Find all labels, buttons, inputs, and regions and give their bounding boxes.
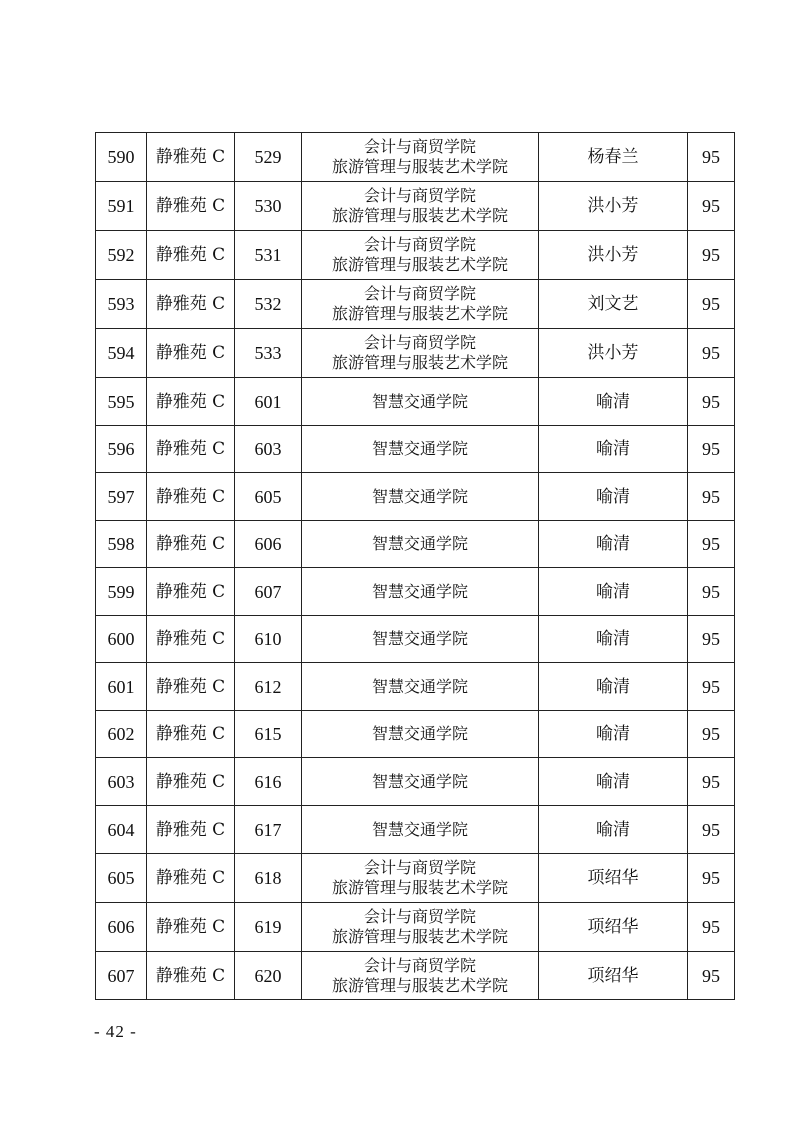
room-cell: 617 <box>235 806 302 854</box>
score-cell: 95 <box>688 133 735 182</box>
college-cell <box>302 473 539 521</box>
score-cell: 95 <box>688 329 735 378</box>
table-row <box>96 903 735 952</box>
dormitory-score-table-container <box>95 132 734 1000</box>
building-cell: 静雅苑 C <box>147 133 235 182</box>
row-number-cell: 596 <box>96 426 147 473</box>
college-name: 会计与商贸学院 <box>363 137 476 156</box>
college-cell <box>302 952 539 1000</box>
advisor-cell: 洪小芳 <box>539 231 688 280</box>
college-name: 智慧交通学院 <box>371 771 468 791</box>
college-name: 智慧交通学院 <box>371 534 468 553</box>
score-cell: 95 <box>688 854 735 903</box>
college-name: 旅游管理与服装艺术学院 <box>331 975 508 995</box>
building-cell: 静雅苑 C <box>147 473 235 521</box>
row-number-cell: 606 <box>96 903 147 952</box>
college-name: 会计与商贸学院 <box>363 235 476 254</box>
row-number-cell: 603 <box>96 758 147 806</box>
score-cell: 95 <box>688 806 735 854</box>
table-row <box>96 329 735 378</box>
room-cell: 603 <box>235 426 302 473</box>
building-cell: 静雅苑 C <box>147 329 235 378</box>
advisor-cell: 喻清 <box>539 568 688 616</box>
table-row <box>96 806 735 854</box>
score-cell: 95 <box>688 952 735 1000</box>
room-cell: 620 <box>235 952 302 1000</box>
advisor-cell: 喻清 <box>539 426 688 473</box>
room-cell: 616 <box>235 758 302 806</box>
college-name: 会计与商贸学院 <box>363 907 476 926</box>
college-cell <box>302 711 539 758</box>
row-number-cell: 590 <box>96 133 147 182</box>
table-row <box>96 521 735 568</box>
college-cell <box>302 806 539 854</box>
row-number-cell: 595 <box>96 378 147 426</box>
advisor-cell: 喻清 <box>539 616 688 663</box>
table-body <box>96 133 735 1000</box>
college-cell <box>302 568 539 616</box>
college-name: 旅游管理与服装艺术学院 <box>331 353 508 372</box>
row-number-cell: 592 <box>96 231 147 280</box>
building-cell: 静雅苑 C <box>147 521 235 568</box>
row-number-cell: 604 <box>96 806 147 854</box>
college-name: 会计与商贸学院 <box>363 955 476 975</box>
college-name: 旅游管理与服装艺术学院 <box>331 255 508 274</box>
table-row <box>96 280 735 329</box>
building-cell: 静雅苑 C <box>147 426 235 473</box>
building-cell: 静雅苑 C <box>147 182 235 231</box>
room-cell: 618 <box>235 854 302 903</box>
score-cell: 95 <box>688 711 735 758</box>
college-cell <box>302 133 539 182</box>
table-row <box>96 231 735 280</box>
advisor-cell: 杨春兰 <box>539 133 688 182</box>
table-row <box>96 378 735 426</box>
table-row <box>96 426 735 473</box>
table-row <box>96 663 735 711</box>
building-cell: 静雅苑 C <box>147 903 235 952</box>
page-number: - 42 - <box>94 1022 137 1041</box>
score-cell: 95 <box>688 182 735 231</box>
score-cell: 95 <box>688 473 735 521</box>
score-cell: 95 <box>688 378 735 426</box>
table-row <box>96 711 735 758</box>
advisor-cell: 洪小芳 <box>539 182 688 231</box>
building-cell: 静雅苑 C <box>147 854 235 903</box>
building-cell: 静雅苑 C <box>147 231 235 280</box>
row-number-cell: 601 <box>96 663 147 711</box>
score-cell: 95 <box>688 758 735 806</box>
college-cell <box>302 378 539 426</box>
college-cell <box>302 521 539 568</box>
college-name: 智慧交通学院 <box>371 581 468 601</box>
score-cell: 95 <box>688 663 735 711</box>
advisor-cell: 刘文艺 <box>539 280 688 329</box>
college-name: 智慧交通学院 <box>371 439 468 458</box>
college-cell <box>302 426 539 473</box>
room-cell: 605 <box>235 473 302 521</box>
table-row <box>96 182 735 231</box>
advisor-cell: 喻清 <box>539 521 688 568</box>
college-name: 智慧交通学院 <box>371 629 468 648</box>
college-name: 会计与商贸学院 <box>363 186 476 205</box>
college-cell <box>302 758 539 806</box>
college-cell <box>302 663 539 711</box>
college-name: 会计与商贸学院 <box>363 858 476 877</box>
table-row <box>96 568 735 616</box>
college-cell <box>302 329 539 378</box>
building-cell: 静雅苑 C <box>147 711 235 758</box>
building-cell: 静雅苑 C <box>147 663 235 711</box>
score-cell: 95 <box>688 568 735 616</box>
building-cell: 静雅苑 C <box>147 568 235 616</box>
room-cell: 606 <box>235 521 302 568</box>
room-cell: 615 <box>235 711 302 758</box>
row-number-cell: 605 <box>96 854 147 903</box>
advisor-cell: 喻清 <box>539 758 688 806</box>
room-cell: 529 <box>235 133 302 182</box>
college-name: 旅游管理与服装艺术学院 <box>331 157 508 176</box>
advisor-cell: 洪小芳 <box>539 329 688 378</box>
advisor-cell: 喻清 <box>539 473 688 521</box>
building-cell: 静雅苑 C <box>147 378 235 426</box>
table-row <box>96 758 735 806</box>
row-number-cell: 600 <box>96 616 147 663</box>
row-number-cell: 602 <box>96 711 147 758</box>
college-name: 智慧交通学院 <box>371 819 468 839</box>
room-cell: 601 <box>235 378 302 426</box>
dormitory-score-table <box>95 132 735 1000</box>
score-cell: 95 <box>688 426 735 473</box>
table-row <box>96 952 735 1000</box>
room-cell: 610 <box>235 616 302 663</box>
college-cell <box>302 231 539 280</box>
score-cell: 95 <box>688 616 735 663</box>
advisor-cell: 喻清 <box>539 806 688 854</box>
advisor-cell: 喻清 <box>539 711 688 758</box>
building-cell: 静雅苑 C <box>147 616 235 663</box>
score-cell: 95 <box>688 521 735 568</box>
advisor-cell: 喻清 <box>539 378 688 426</box>
building-cell: 静雅苑 C <box>147 806 235 854</box>
row-number-cell: 607 <box>96 952 147 1000</box>
building-cell: 静雅苑 C <box>147 952 235 1000</box>
college-name: 智慧交通学院 <box>371 676 468 696</box>
room-cell: 607 <box>235 568 302 616</box>
college-cell <box>302 854 539 903</box>
college-name: 会计与商贸学院 <box>363 284 476 303</box>
row-number-cell: 597 <box>96 473 147 521</box>
college-cell <box>302 182 539 231</box>
college-name: 旅游管理与服装艺术学院 <box>331 878 508 897</box>
college-name: 会计与商贸学院 <box>363 333 476 352</box>
building-cell: 静雅苑 C <box>147 280 235 329</box>
room-cell: 612 <box>235 663 302 711</box>
table-row <box>96 473 735 521</box>
advisor-cell: 项绍华 <box>539 952 688 1000</box>
college-cell <box>302 903 539 952</box>
college-cell <box>302 280 539 329</box>
college-name: 智慧交通学院 <box>371 391 468 411</box>
room-cell: 532 <box>235 280 302 329</box>
advisor-cell: 项绍华 <box>539 854 688 903</box>
table-row <box>96 854 735 903</box>
row-number-cell: 594 <box>96 329 147 378</box>
building-cell: 静雅苑 C <box>147 758 235 806</box>
college-name: 旅游管理与服装艺术学院 <box>331 927 508 946</box>
college-name: 智慧交通学院 <box>371 486 468 506</box>
table-row <box>96 616 735 663</box>
row-number-cell: 591 <box>96 182 147 231</box>
table-row <box>96 133 735 182</box>
row-number-cell: 598 <box>96 521 147 568</box>
score-cell: 95 <box>688 903 735 952</box>
room-cell: 531 <box>235 231 302 280</box>
college-name: 智慧交通学院 <box>371 724 468 743</box>
room-cell: 619 <box>235 903 302 952</box>
room-cell: 530 <box>235 182 302 231</box>
row-number-cell: 593 <box>96 280 147 329</box>
score-cell: 95 <box>688 280 735 329</box>
advisor-cell: 喻清 <box>539 663 688 711</box>
college-name: 旅游管理与服装艺术学院 <box>331 206 508 225</box>
advisor-cell: 项绍华 <box>539 903 688 952</box>
room-cell: 533 <box>235 329 302 378</box>
row-number-cell: 599 <box>96 568 147 616</box>
college-cell <box>302 616 539 663</box>
college-name: 旅游管理与服装艺术学院 <box>331 304 508 323</box>
score-cell: 95 <box>688 231 735 280</box>
